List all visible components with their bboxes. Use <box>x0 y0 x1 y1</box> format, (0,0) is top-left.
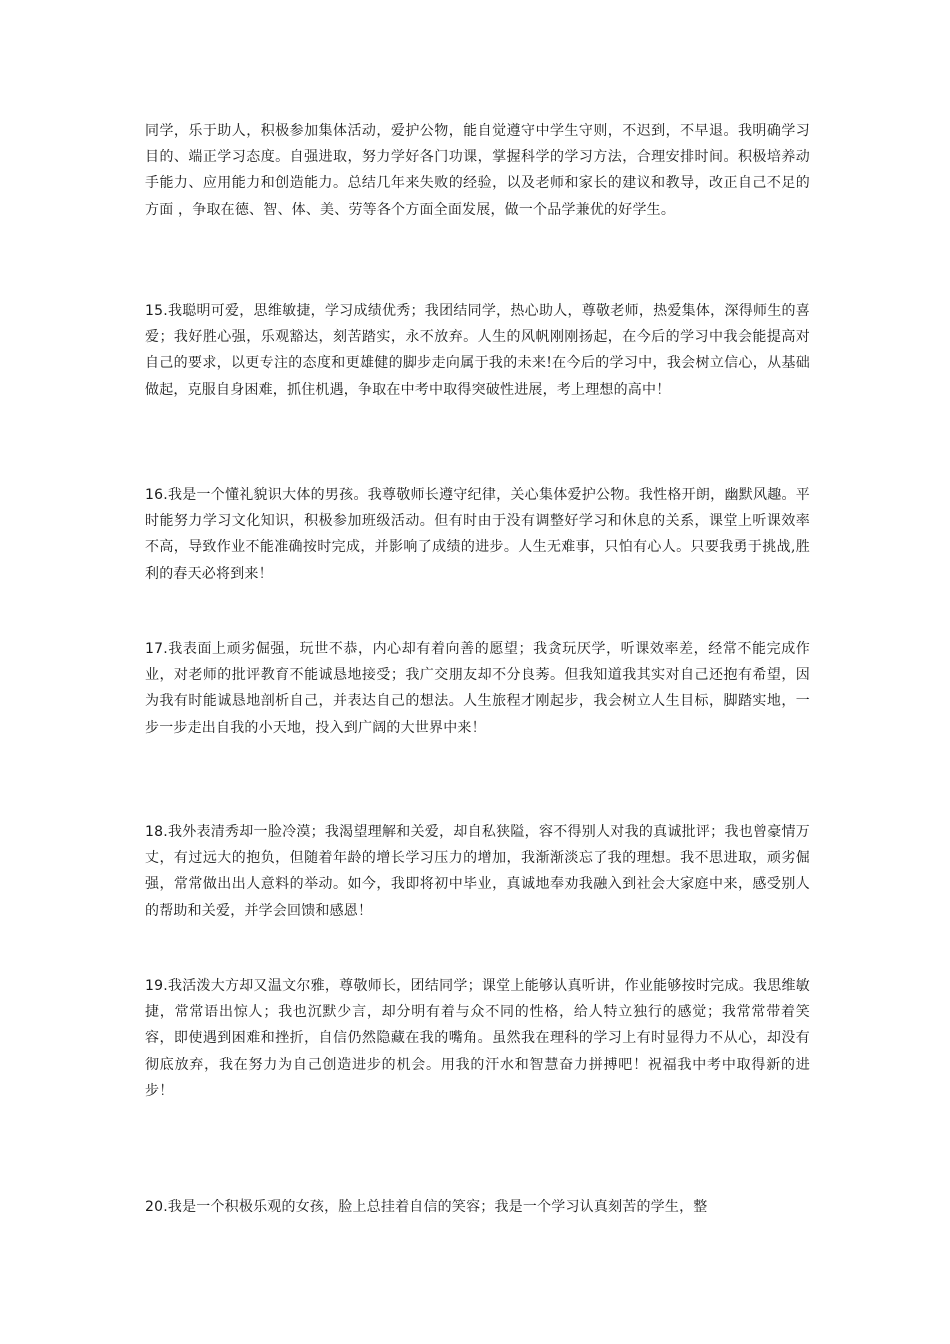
paragraph-text: 我是一个积极乐观的女孩，脸上总挂着自信的笑容；我是一个学习认真刻苦的学生，整 <box>167 1199 708 1215</box>
paragraph-16 <box>145 482 810 587</box>
paragraph-15 <box>145 298 810 403</box>
paragraph-17 <box>145 636 810 741</box>
paragraph-number: 19. <box>145 978 168 994</box>
paragraph-number: 20. <box>145 1199 168 1215</box>
paragraph-number: 15. <box>145 303 168 319</box>
paragraph-20 <box>145 1194 810 1220</box>
paragraph-number: 16. <box>145 487 168 503</box>
paragraph-14-continued <box>145 118 810 223</box>
paragraph-number: 17. <box>145 641 168 657</box>
paragraph-18 <box>145 819 810 924</box>
paragraph-text: 同学，乐于助人，积极参加集体活动，爱护公物，能自觉遵守中学生守则，不迟到，不早退。我明确学习目的、端正学习态度。自强进取，努力学好各门功课，掌握科学的学习方法，合理安排时间。积极培养动手能力、应用能力和创造能力。总结几年来失败的经验，以及老师和家长的建议和教导，改正自己不足的方面 ，争取在德、智、体、美、劳等各个方面全面发展，做一个品学兼优的好学生。 <box>145 123 810 218</box>
paragraph-text: 我活泼大方却又温文尔雅，尊敬师长，团结同学；课堂上能够认真听讲，作业能够按时完成。我思维敏捷，常常语出惊人；我也沉默少言，却分明有着与众不同的性格，给人特立独行的感觉；我常常带着笑容，即使遇到困难和挫折，自信仍然隐藏在我的嘴角。虽然我在理科的学习上有时显得力不从心，却没有彻底放弃，我在努力为自己创造进步的机会。用我的汗水和智慧奋力拼搏吧！祝福我中考中取得新的进步！ <box>145 978 810 1099</box>
paragraph-19 <box>145 973 810 1104</box>
paragraph-text: 我是一个懂礼貌识大体的男孩。我尊敬师长遵守纪律，关心集体爱护公物。我性格开朗，幽默风趣。平时能努力学习文化知识，积极参加班级活动。但有时由于没有调整好学习和休息的关系，课堂上听课效率不高，导致作业不能准确按时完成，并影响了成绩的进步。人生无难事，只怕有心人。只要我勇于挑战,胜利的春天必将到来！ <box>145 487 810 582</box>
paragraph-text: 我表面上顽劣倔强，玩世不恭，内心却有着向善的愿望；我贪玩厌学，听课效率差，经常不能完成作业，对老师的批评教育不能诚恳地接受；我广交朋友却不分良莠。但我知道我其实对自己还抱有希望，因为我有时能诚恳地剖析自己，并表达自己的想法。人生旅程才刚起步，我会树立人生目标，脚踏实地，一步一步走出自我的小天地，投入到广阔的大世界中来！ <box>145 641 810 736</box>
paragraph-number: 18. <box>145 824 168 840</box>
paragraph-text: 我聪明可爱，思维敏捷，学习成绩优秀；我团结同学，热心助人，尊敬老师，热爱集体，深得师生的喜爱；我好胜心强，乐观豁达，刻苦踏实，永不放弃。人生的风帆刚刚扬起，在今后的学习中我会能提高对自己的要求，以更专注的态度和更雄健的脚步走向属于我的未来!在今后的学习中，我会树立信心，从基础做起，克服自身困难，抓住机遇，争取在中考中取得突破性进展，考上理想的高中！ <box>145 303 810 398</box>
paragraph-text: 我外表清秀却一脸冷漠；我渴望理解和关爱，却自私狭隘，容不得别人对我的真诚批评；我也曾豪情万丈，有过远大的抱负，但随着年龄的增长学习压力的增加，我渐渐淡忘了我的理想。我不思进取，顽劣倔强，常常做出出人意料的举动。如今，我即将初中毕业，真诚地奉劝我融入到社会大家庭中来，感受别人的帮助和关爱，并学会回馈和感恩！ <box>145 824 810 919</box>
